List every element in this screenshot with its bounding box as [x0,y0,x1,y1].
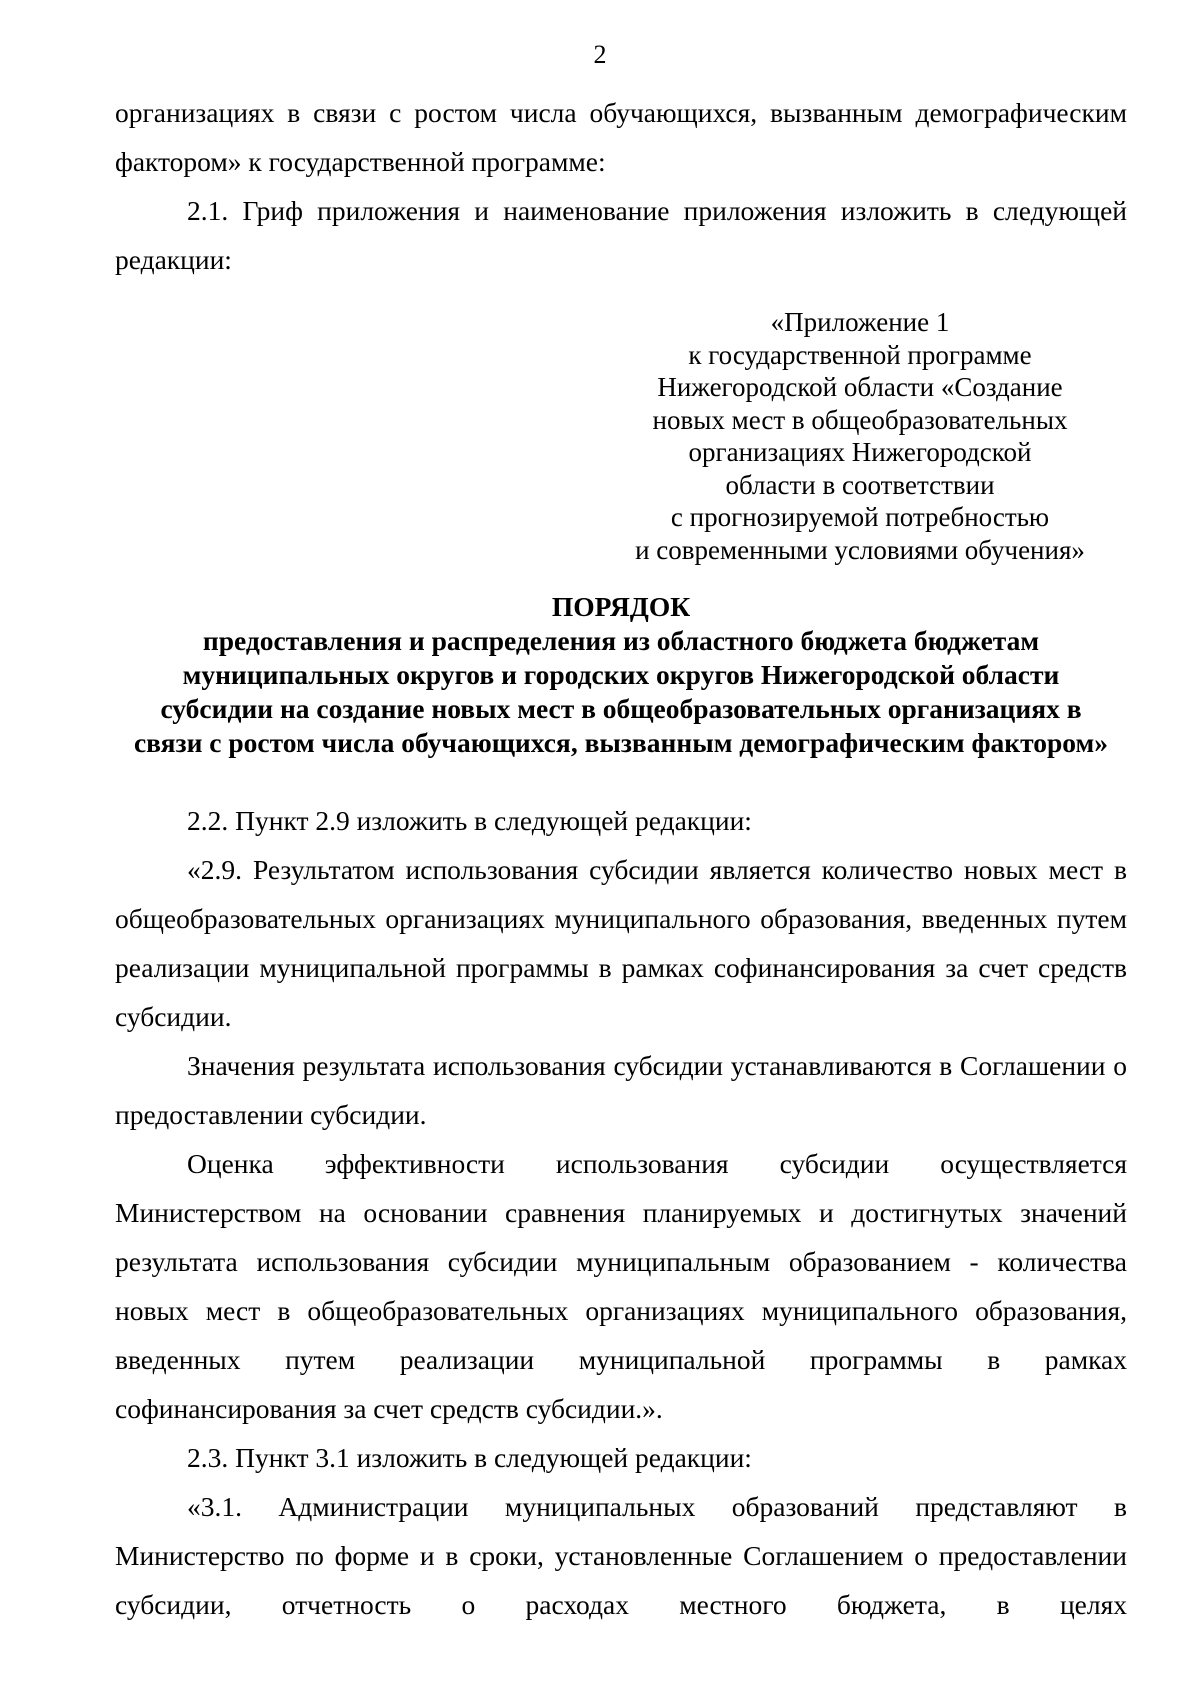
title-heading: ПОРЯДОК [551,591,691,622]
page-number: 2 [593,40,607,69]
grif-line: и современными условиями обучения» [635,534,1085,565]
document-body [115,88,1127,1629]
appendix-grif [625,306,1095,566]
paragraph-2-9-text: «2.9. Результатом использования субсидии является количество новых мест в общеобразовательных организациях муниципального образования, введенных путем реализации муниципальной программы в рамках софинансирования за счет средств субсидии. [115,854,1127,1032]
paragraph-2-1: 2.1. Гриф приложения и наименование приложения изложить в следующей редакции: [115,195,1127,275]
title-line: предоставления и распределения из областного бюджета бюджетам [202,625,1040,656]
grif-line: к государственной программе [688,339,1032,370]
paragraph-2-2: 2.2. Пункт 2.9 изложить в следующей редакции: [187,805,752,836]
grif-line: организациях Нижегородской [688,437,1032,467]
document-title [115,590,1127,760]
grif-line: с прогнозируемой потребностью [670,502,1050,532]
paragraph-result-values: Значения результата использования субсидии устанавливаются в Соглашении о предоставлении субсидии. [115,1050,1127,1130]
grif-line: «Приложение 1 [770,307,950,337]
title-line: связи с ростом числа обучающихся, вызванным демографическим фактором» [133,727,1109,758]
paragraph-2-3: 2.3. Пункт 3.1 изложить в следующей редакции: [187,1442,752,1473]
grif-line: Нижегородской области «Создание [657,372,1063,402]
paragraph-continuation: организациях в связи с ростом числа обучающихся, вызванным демографическим фактором» к государственной программе: [115,97,1127,177]
grif-line: новых мест в общеобразовательных [652,404,1068,435]
grif-line: области в соответствии [725,469,995,500]
paragraph-efficiency-assessment: Оценка эффективности использования субсидии осуществляется Министерством на основании сравнения планируемых и достигнутых значений результата использования субсидии муниципальным образованием - количества новых мест в общеобразовательных организациях муниципального образования, введенных путем реализации муниципальной программы в рамках софинансирования за счет средств субсидии.». [115,1148,1127,1424]
title-line: субсидии на создание новых мест в общеобразовательных организациях в [160,693,1082,724]
paragraph-3-1-text: «3.1. Администрации муниципальных образований представляют в Министерство по форме и в сроки, установленные Соглашением о предоставлении субсидии, отчетность о расходах местного бюджета, в целях [115,1491,1127,1620]
amendments-section [115,796,1127,1629]
title-line: муниципальных округов и городских округов Нижегородской области [182,659,1060,690]
